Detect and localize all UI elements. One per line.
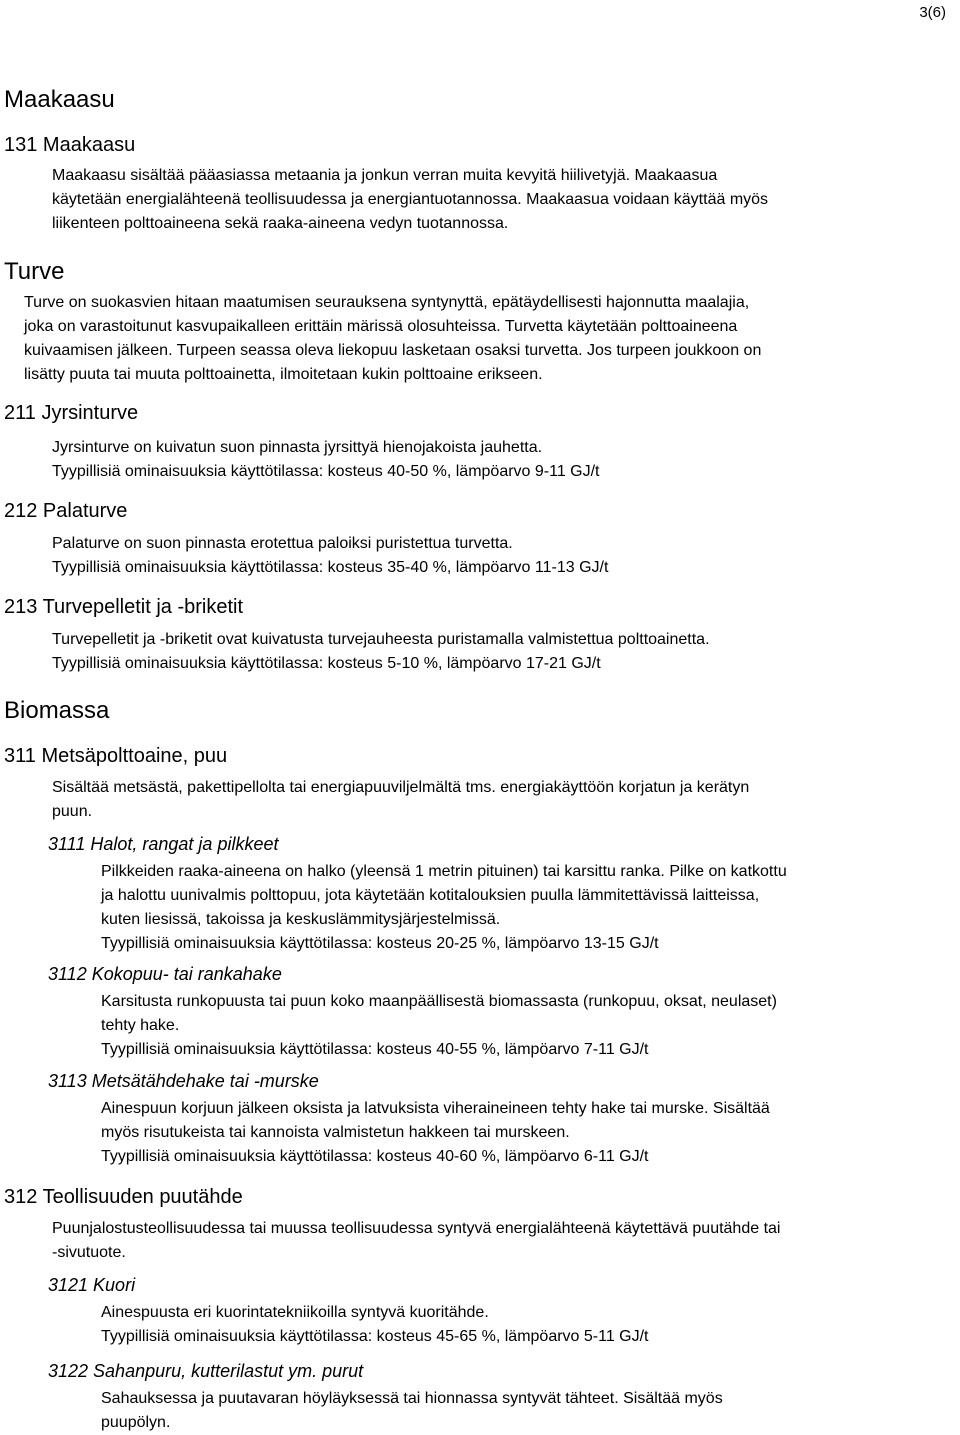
text-line: Sahauksessa ja puutavaran höyläyksessä tai hionnassa syntyvät tähteet. Sisältää myös: [101, 1390, 723, 1407]
subsection-title-131: 131 Maakaasu: [4, 134, 136, 156]
text-line: Tyypillisiä ominaisuuksia käyttötilassa: kosteus 20-25 %, lämpöarvo 13-15 GJ/t: [101, 935, 659, 952]
text-line: kuten liesissä, takoissa ja keskuslämmitysjärjestelmissä.: [101, 911, 501, 928]
paragraph-3112: [101, 990, 777, 1062]
paragraph-213: [52, 628, 710, 676]
paragraph-3113: [101, 1097, 770, 1169]
text-line: ja halottu uunivalmis polttopuu, jota käytetään kotitalouksien puulla lämmitettävissä laitteissa,: [101, 887, 760, 904]
paragraph-turve-intro: [24, 291, 761, 387]
text-line: Ainespuun korjuun jälkeen oksista ja latvuksista viheraineineen tehty hake tai murske. Sisältää: [101, 1100, 770, 1117]
paragraph-212: [52, 532, 608, 580]
text-line: Puunjalostusteollisuudessa tai muussa teollisuudessa syntyvä energialähteenä käytettävä puutähde tai: [52, 1220, 781, 1237]
text-line: Maakaasu sisältää pääasiassa metaania ja jonkun verran muita kevyitä hiilivetyjä. Maakaasua: [52, 167, 718, 184]
page-number: 3(6): [919, 4, 946, 21]
text-line: Sisältää metsästä, pakettipellolta tai energiapuuviljelmältä tms. energiakäyttöön korjatun ja kerätyn: [52, 779, 750, 796]
text-line: Turve on suokasvien hitaan maatumisen seurauksena syntynyttä, epätäydellisesti hajonnutta maalajia,: [24, 294, 750, 311]
section-heading-turve: Turve: [4, 258, 65, 285]
text-line: Jyrsinturve on kuivatun suon pinnasta jyrsittyä hienojakoista jauhetta.: [52, 439, 543, 456]
text-line: Pilkkeiden raaka-aineena on halko (yleensä 1 metrin pituinen) tai karsittu ranka. Pilke on katkottu: [101, 863, 787, 880]
text-line: Ainespuusta eri kuorintatekniikoilla syntyvä kuoritähde.: [101, 1304, 489, 1321]
text-line: Tyypillisiä ominaisuuksia käyttötilassa: kosteus 40-60 %, lämpöarvo 6-11 GJ/t: [101, 1148, 649, 1165]
text-line: Tyypillisiä ominaisuuksia käyttötilassa: kosteus 45-65 %, lämpöarvo 5-11 GJ/t: [101, 1328, 649, 1345]
text-line: Tyypillisiä ominaisuuksia käyttötilassa: kosteus 40-55 %, lämpöarvo 7-11 GJ/t: [101, 1041, 649, 1058]
text-line: Karsitusta runkopuusta tai puun koko maanpäällisestä biomassasta (runkopuu, oksat, neulaset): [101, 993, 777, 1010]
subsection-title-312: 312 Teollisuuden puutähde: [4, 1186, 243, 1208]
subsection-title-3112: 3112 Kokopuu- tai rankahake: [48, 964, 282, 984]
text-line: -sivutuote.: [52, 1244, 126, 1261]
paragraph-3111: [101, 860, 787, 956]
text-line: puupölyn.: [101, 1414, 171, 1431]
text-line: Tyypillisiä ominaisuuksia käyttötilassa: kosteus 5-10 %, lämpöarvo 17-21 GJ/t: [52, 655, 601, 672]
section-heading-biomassa: Biomassa: [4, 697, 110, 724]
text-line: Turvepelletit ja -briketit ovat kuivatusta turvejauheesta puristamalla valmistettua polttoainetta.: [52, 631, 710, 648]
text-line: myös risutukeista tai kannoista valmistetun hakkeen tai murskeen.: [101, 1124, 570, 1141]
text-line: tehty hake.: [101, 1017, 180, 1034]
text-line: Tyypillisiä ominaisuuksia käyttötilassa: kosteus 35-40 %, lämpöarvo 11-13 GJ/t: [52, 559, 609, 576]
paragraph-311: [52, 776, 749, 824]
paragraph-3122: [101, 1387, 723, 1435]
subsection-title-213: 213 Turvepelletit ja -briketit: [4, 596, 244, 618]
subsection-title-3122: 3122 Sahanpuru, kutterilastut ym. purut: [48, 1361, 364, 1381]
text-line: liikenteen polttoaineena sekä raaka-aineena vedyn tuotannossa.: [52, 215, 509, 232]
subsection-title-212: 212 Palaturve: [4, 500, 128, 522]
paragraph-211: [52, 436, 600, 484]
text-line: Palaturve on suon pinnasta erotettua paloiksi puristettua turvetta.: [52, 535, 513, 552]
subsection-title-311: 311 Metsäpolttoaine, puu: [4, 745, 228, 767]
text-line: joka on varastoitunut kasvupaikalleen erittäin märissä olosuhteissa. Turvetta käytetään polttoaineena: [24, 318, 738, 335]
paragraph-312: [52, 1217, 780, 1265]
subsection-title-3121: 3121 Kuori: [48, 1275, 136, 1295]
paragraph-3121: [101, 1301, 649, 1349]
text-line: Tyypillisiä ominaisuuksia käyttötilassa: kosteus 40-50 %, lämpöarvo 9-11 GJ/t: [52, 463, 600, 480]
subsection-title-3113: 3113 Metsätähdehake tai -murske: [48, 1071, 319, 1091]
text-line: kuivaamisen jälkeen. Turpeen seassa oleva liekopuu lasketaan osaksi turvetta. Jos turpeen joukkoon on: [24, 342, 762, 359]
subsection-title-3111: 3111 Halot, rangat ja pilkkeet: [48, 834, 279, 854]
text-line: käytetään energialähteenä teollisuudessa ja energiantuotannossa. Maakaasua voidaan käyttää myös: [52, 191, 769, 208]
section-heading-maakaasu: Maakaasu: [4, 86, 115, 113]
subsection-title-211: 211 Jyrsinturve: [4, 402, 139, 424]
paragraph-131: [52, 164, 768, 236]
text-line: lisätty puuta tai muuta polttoainetta, ilmoitetaan kukin polttoaine erikseen.: [24, 366, 543, 383]
text-line: puun.: [52, 803, 93, 820]
